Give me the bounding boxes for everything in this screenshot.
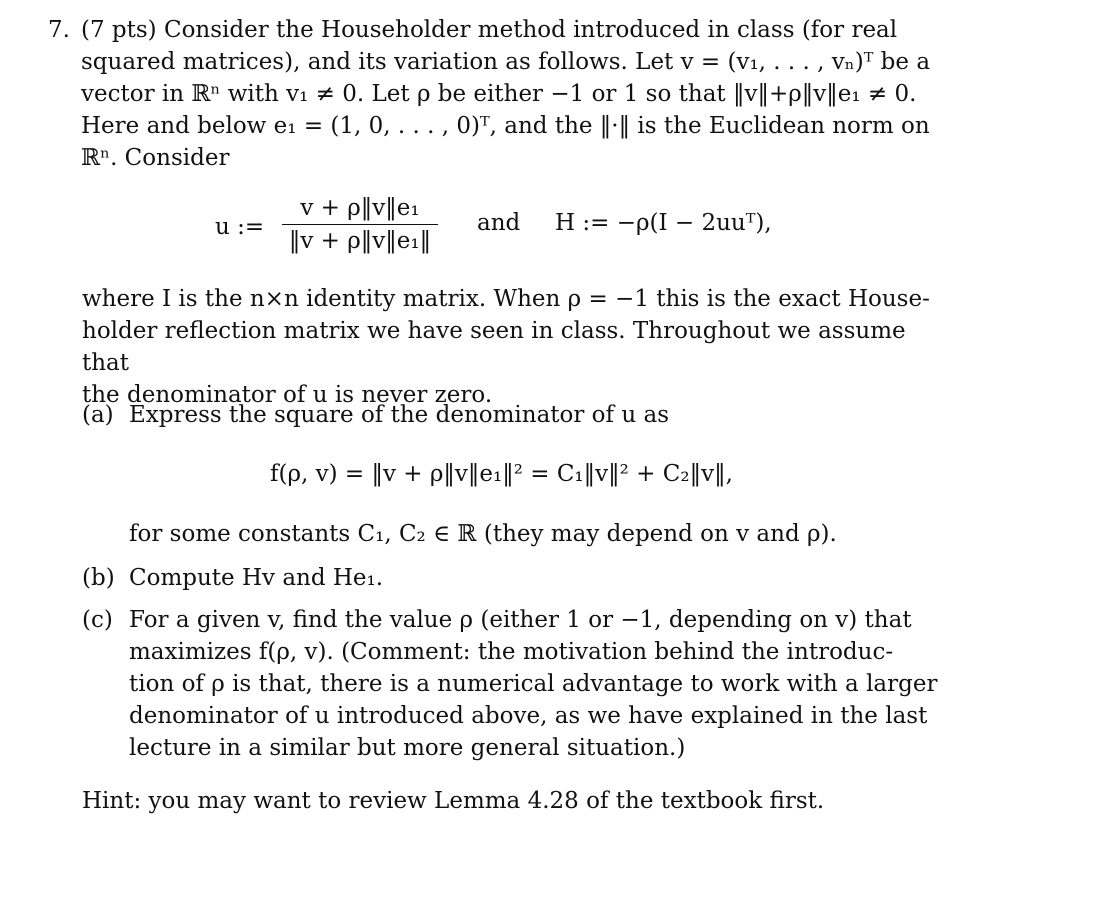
- part-a-equation: f(ρ, v) = ‖v + ρ‖v‖e₁‖² = C₁‖v‖² + C₂‖v‖,: [270, 461, 733, 487]
- u-definition-lhs: u :=: [215, 214, 265, 240]
- intro-line-3: vector in ℝⁿ with v₁ ≠ 0. Let ρ be either −1 or 1 so that ‖v‖+ρ‖v‖e₁ ≠ 0.: [81, 81, 917, 107]
- part-c: [82, 604, 942, 774]
- part-c-line-2: maximizes f(ρ, v). (Comment: the motivation behind the introduc-: [129, 639, 894, 665]
- part-c-text: [129, 604, 939, 764]
- part-b-label: (b): [82, 565, 115, 591]
- where-line-2: holder reflection matrix we have seen in class. Throughout we assume that: [82, 318, 906, 376]
- where-line-1: where I is the n×n identity matrix. When ρ = −1 this is the exact House-: [82, 286, 930, 312]
- u-denominator: ‖v + ρ‖v‖e₁‖: [288, 228, 432, 254]
- hint-text: Hint: you may want to review Lemma 4.28 of the textbook first.: [82, 788, 825, 814]
- part-c-line-1: For a given v, find the value ρ (either 1 or −1, depending on v) that: [129, 607, 912, 633]
- intro-line-2: squared matrices), and its variation as follows. Let v = (v₁, . . . , vₙ)ᵀ be a: [81, 49, 931, 75]
- intro-line-5: ℝⁿ. Consider: [81, 145, 230, 171]
- part-c-line-3: tion of ρ is that, there is a numerical advantage to work with a larger: [129, 671, 938, 697]
- part-a-label: (a): [82, 402, 114, 428]
- intro-line-4: Here and below e₁ = (1, 0, . . . , 0)ᵀ, and the ‖·‖ is the Euclidean norm on: [81, 113, 930, 139]
- part-c-line-5: lecture in a similar but more general situation.): [129, 735, 686, 761]
- part-c-label: (c): [82, 607, 113, 633]
- problem-number: 7.: [48, 17, 70, 43]
- part-a-text: Express the square of the denominator of u as: [129, 402, 669, 428]
- u-fraction: [280, 192, 440, 257]
- where-line-3: the denominator of u is never zero.: [82, 382, 493, 408]
- and-word: and: [477, 210, 521, 236]
- u-numerator: v + ρ‖v‖e₁: [300, 195, 420, 221]
- definition-equation: [215, 192, 855, 262]
- part-a-constants: for some constants C₁, C₂ ∈ ℝ (they may depend on v and ρ).: [129, 521, 837, 547]
- where-paragraph: [82, 283, 942, 411]
- part-b-text: Compute Hv and He₁.: [129, 565, 384, 591]
- part-c-line-4: denominator of u introduced above, as we have explained in the last: [129, 703, 928, 729]
- intro-line-1: (7 pts) Consider the Householder method introduced in class (for real: [81, 17, 898, 43]
- h-definition: H := −ρ(I − 2uuᵀ),: [555, 210, 772, 236]
- problem-intro: [48, 14, 938, 174]
